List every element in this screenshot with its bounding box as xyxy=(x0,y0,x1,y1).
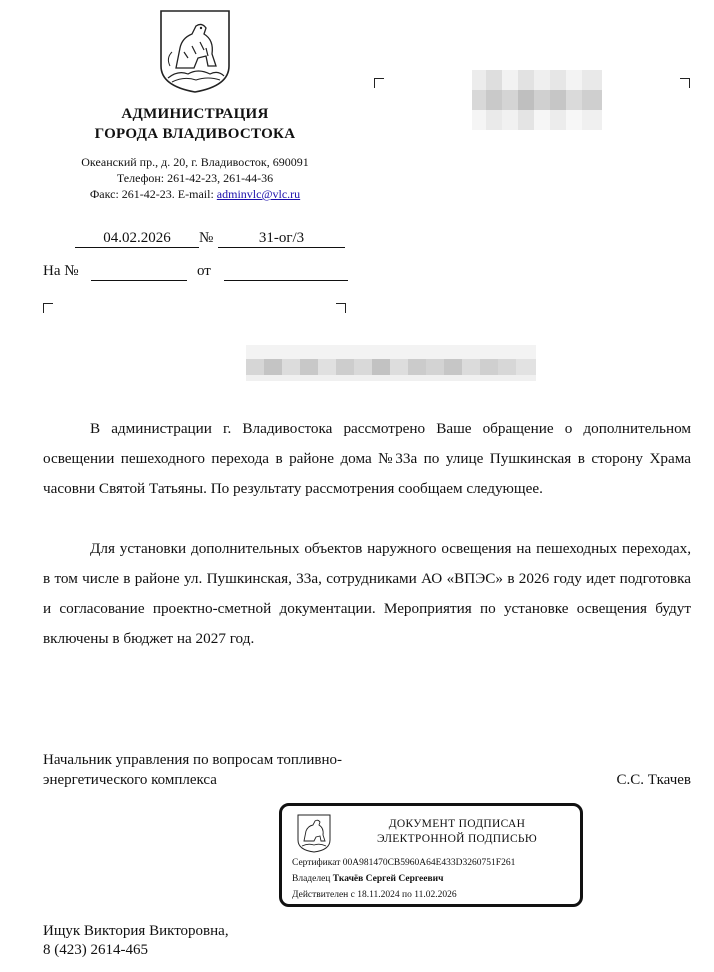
org-fax-email xyxy=(40,187,350,202)
org-address: Океанский пр., д. 20, г. Владивосток, 690091 xyxy=(81,155,309,169)
stamp-emblem xyxy=(296,813,332,853)
e-signature-stamp xyxy=(279,803,583,907)
stamp-owner-label: Владелец xyxy=(292,874,333,884)
reg-number-label: № xyxy=(199,230,214,246)
redacted-salutation xyxy=(246,345,536,381)
body-paragraph-1: В администрации г. Владивостока рассмотрено Ваше обращение о дополнительном освещении пешеходного перехода в районе дома №33а по улице Пушкинская в сторону Храма часовни Святой Татьяны. По результату рассмотрения сообщаем следующее. xyxy=(43,420,691,497)
reply-number-label: На № xyxy=(43,263,79,279)
date-underline xyxy=(75,247,199,248)
stamp-title-line1: ДОКУМЕНТ ПОДПИСАН xyxy=(388,818,526,830)
reg-number: 31-ог/3 xyxy=(258,230,305,246)
signer-name: С.С. Ткачев xyxy=(616,772,691,788)
stamp-validity: Действителен с 18.11.2024 по 11.02.2026 xyxy=(292,890,457,900)
signer-position-line1: Начальник управления по вопросам топливно- xyxy=(43,752,342,768)
redacted-recipient xyxy=(472,70,602,130)
recipient-corner-top-left xyxy=(374,78,384,88)
reply-from-label: от xyxy=(197,263,211,279)
fax-label: Факс: 261-42-23. E-mail: xyxy=(89,187,217,201)
org-phone: Телефон: 261-42-23, 261-44-36 xyxy=(116,171,274,185)
coat-of-arms-emblem xyxy=(158,8,232,94)
reply-date-underline xyxy=(224,280,348,281)
number-underline xyxy=(218,247,345,248)
signer-position-line2: энергетического комплекса xyxy=(43,772,217,788)
subject-corner-left xyxy=(43,303,53,313)
executor-phone: 8 (423) 2614-465 xyxy=(43,942,148,958)
recipient-corner-top-right xyxy=(680,78,690,88)
org-name-line1: АДМИНИСТРАЦИЯ xyxy=(121,106,269,122)
body-paragraph-2: Для установки дополнительных объектов наружного освещения на пешеходных переходах, в том числе в районе ул. Пушкинская, 33а, сотрудниками АО «ВПЭС» в 2026 году идет подготовка и согласование проектно-сметной документации. Мероприятия по установке освещения будут включены в бюджет на 2027 год. xyxy=(43,540,691,647)
stamp-certificate: Сертификат 00A981470CB5960A64E433D3260751F261 xyxy=(292,858,516,868)
subject-corner-right xyxy=(336,303,346,313)
reg-date: 04.02.2026 xyxy=(103,230,171,246)
stamp-owner-row xyxy=(292,874,443,884)
stamp-owner: Ткачёв Сергей Сергеевич xyxy=(332,874,444,884)
email-link[interactable]: adminvlc@vlc.ru xyxy=(216,187,301,201)
executor-name: Ищук Виктория Викторовна, xyxy=(43,923,229,939)
reply-number-underline xyxy=(91,280,187,281)
stamp-title-line2: ЭЛЕКТРОННОЙ ПОДПИСЬЮ xyxy=(377,833,537,845)
org-name-line2: ГОРОДА ВЛАДИВОСТОКА xyxy=(94,126,296,142)
